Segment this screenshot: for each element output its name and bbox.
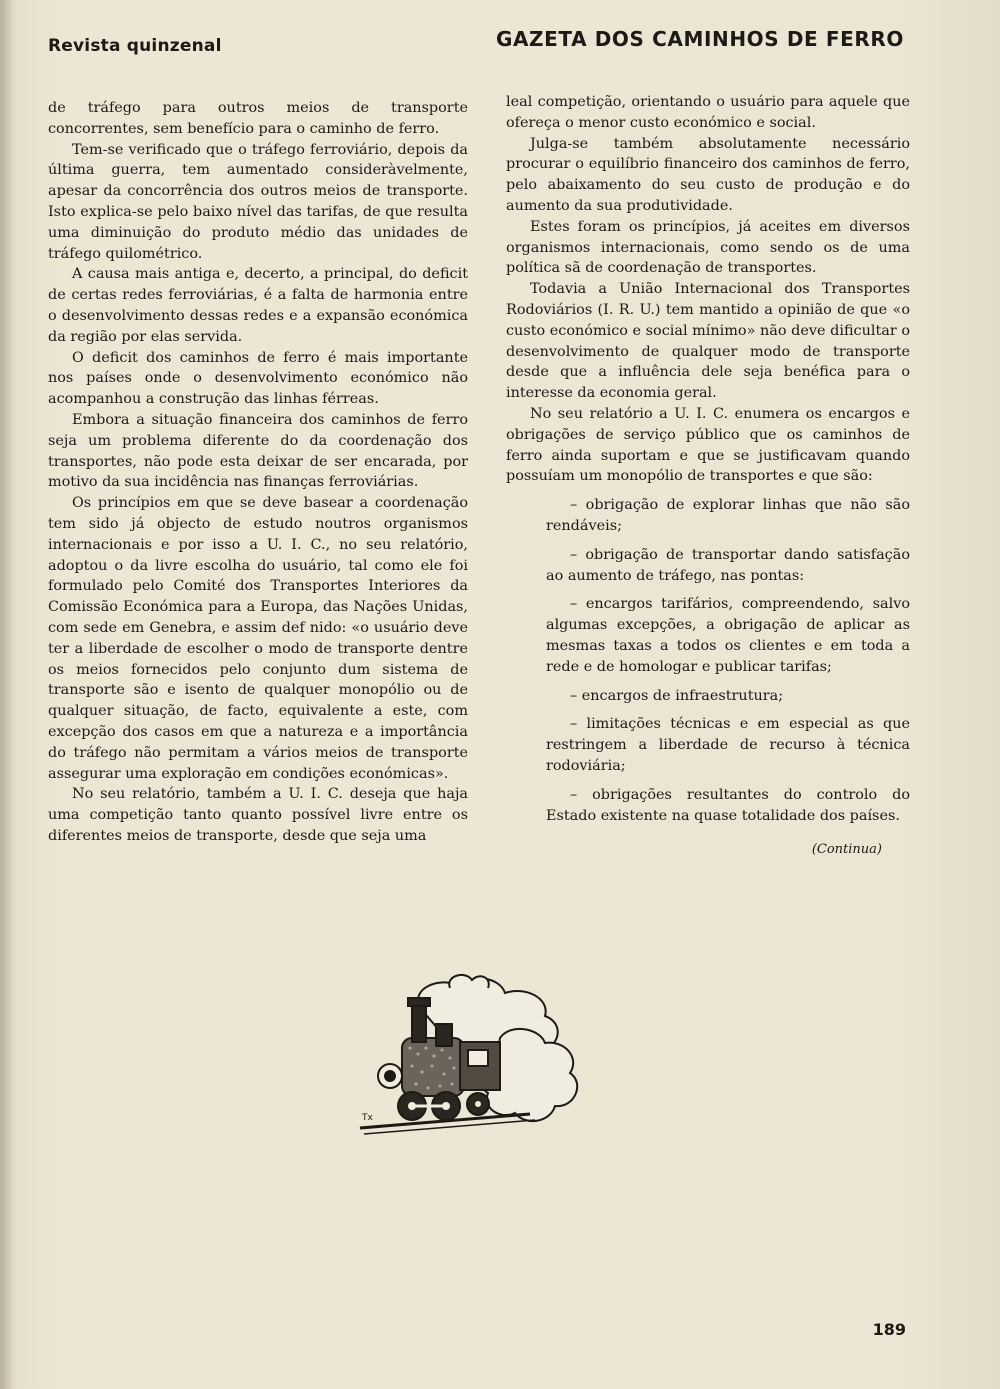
binding-shadow <box>0 0 14 1389</box>
list-item: – obrigações resultantes do controlo do Estado existente na quase totalidade dos países. <box>546 786 910 824</box>
paragraph: Julga-se também absolutamente necessário procurar o equilíbrio financeiro dos caminhos de ferro, pelo abaixamento do seu custo de produção e do aumento da sua produtividade. <box>506 135 910 214</box>
list-item: – limitações técnicas e em especial as que restringem a liberdade de recurso à técnica rodoviária; <box>546 716 910 774</box>
page-number: 189 <box>872 1320 906 1339</box>
header-magazine-title: GAZETA DOS CAMINHOS DE FERRO <box>495 27 904 51</box>
left-column <box>48 98 468 847</box>
paragraph: Todavia a União Internacional dos Transportes Rodoviários (I. R. U.) tem mantido a opinião de que «o custo económico e social mínimo» não deve dificultar o desenvolvimento de qualquer modo de transporte desde que a influência dele seja benéfica para o interesse da economia geral. <box>506 281 910 402</box>
list-item: – encargos tarifários, compreendendo, salvo algumas excepções, a obrigação de aplicar as mesmas taxas a todos os clientes e em toda a rede e de homologar e publicar tarifas; <box>546 596 910 675</box>
illustration-signature: Tx <box>362 1113 373 1123</box>
paragraph: Estes foram os princípios, já aceites em diversos organismos internacionais, como sendo os de uma política sã de coordenação de transportes. <box>506 218 910 277</box>
continua-note: (Continua) <box>811 842 882 858</box>
list-item: – obrigação de transportar dando satisfação ao aumento de tráfego, nas pontas: <box>546 546 910 584</box>
paragraph: Tem-se verificado que o tráfego ferroviário, depois da última guerra, tem aumentado consideràvelmente, apesar da concorrência dos outros meios de transporte. Isto explica-se pelo baixo nível das tarifas, de que resulta uma diminuição do produto médio das unidades de tráfego quilométrico. <box>48 141 468 262</box>
list-item: – obrigação de explorar linhas que não são rendáveis; <box>546 497 910 534</box>
obligations-list <box>506 495 910 826</box>
paragraph: Os princípios em que se deve basear a coordenação tem sido já objecto de estudo noutros organismos internacionais e por isso a U. I. C., no seu relatório, adoptou o da livre escolha do usuário, tal como ele foi formulado pelo Comité dos Transportes Interiores da Comissão Económica para a Europa, das Nações Unidas, com sede em Genebra, e assim def nido: «o usuário deve ter a liberdade de escolher o modo de transporte dentre os meios fornecidos pelo conjunto dum sistema de transporte são e isento de qualquer monopólio ou de qualquer situação, de facto, equivalente a este, com excepção dos casos em que a natureza e a importância do tráfego não permitam a vários meios de transporte assegurar uma exploração em condições económicas». <box>48 495 468 782</box>
paragraph: Embora a situação financeira dos caminhos de ferro seja um problema diferente do da coordenação dos transportes, não pode esta deixar de ser encarada, por motivo da sua incidência nas finanças ferroviárias. <box>48 411 468 491</box>
paragraph: O deficit dos caminhos de ferro é mais importante nos países onde o desenvolvimento económico não acompanhou a construção das linhas férreas. <box>48 349 468 408</box>
paragraph: leal competição, orientando o usuário para aquele que ofereça o menor custo económico e social. <box>506 94 910 131</box>
header-publication-frequency: Revista quinzenal <box>48 36 222 56</box>
right-column <box>506 92 910 861</box>
steam-locomotive-icon <box>350 968 590 1148</box>
paragraph: No seu relatório a U. I. C. enumera os encargos e obrigações de serviço público que os caminhos de ferro ainda suportam e que se justificavam quando possuíam um monopólio de transportes e que são: <box>506 405 910 485</box>
paragraph: de tráfego para outros meios de transporte concorrentes, sem benefício para o caminho de ferro. <box>48 100 468 137</box>
list-item: – encargos de infraestrutura; <box>570 687 784 704</box>
paragraph: A causa mais antiga e, decerto, a principal, do deficit de certas redes ferroviárias, é a falta de harmonia entre o desenvolvimento dessas redes e a expansão económica da região por elas servida. <box>48 266 468 345</box>
paragraph: No seu relatório, também a U. I. C. deseja que haja uma competição tanto quanto possível livre entre os diferentes meios de transporte, desde que seja uma <box>48 786 468 844</box>
